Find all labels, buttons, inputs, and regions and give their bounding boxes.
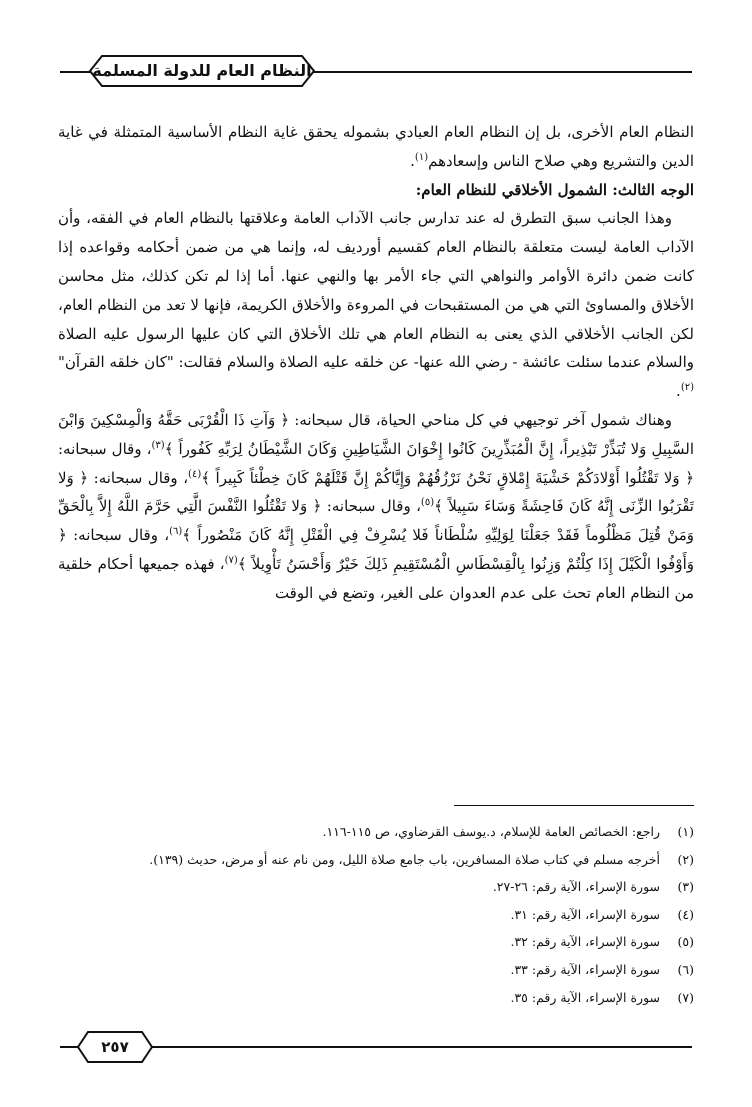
paragraph-2-text: وهذا الجانب سبق التطرق له عند تدارس جانب الآداب العامة وعلاقتها بالنظام العام في الفقه، وأن الآداب العامة ليست متعلقة بالنظام العام كقسيم أورديف له، وإنما هي من ضمن أحكامه وقواعده إذا كانت ضمن دائرة الأوامر والنواهي التي جاء الأمر بها والنهي عنها. أما إذا لم تكن كذلك، مثل محاسن الأخلاق والمساوئ التي هي من المستقبحات في المروءة والأخلاق الكريمة، فإنها لا تعد من النظام العام، لكن الجانب الأخلاقي الذي يعنى به النظام العام هي تلك الأخلاق التي كان عليها الرسول عليه الصلاة والسلام عندما سئلت عائشة - رضي الله عنها- عن خلقه عليه الصلاة والسلام فقالت: "كان خلقه القرآن" <box>58 209 694 372</box>
paragraph-3-intro: وهناك شمول آخر توجيهي في كل مناحي الحياة، قال سبحانه: <box>294 410 672 429</box>
quran-verse-2: ﴿ وَلا تَقْتُلُوا أَوْلادَكُمْ خَشْيَةَ إِمْلاقٍ نَحْنُ نَرْزُقُهُمْ وَإِيَّاكُمْ إِنَّ قَتْلَهُمْ كَانَ خِطْئاً كَبِيراً ﴾ <box>201 468 694 487</box>
footnote-item <box>58 846 694 874</box>
paragraph-1-text: النظام العام الأخرى، بل إن النظام العام العبادي بشموله يحقق غاية النظام الأساسية المتمثلة في غاية الدين والتشريع وهي صلاح الناس وإسعادهم <box>58 123 694 170</box>
paragraph-1-end: . <box>410 151 415 170</box>
footnote-ref-6[interactable]: (٦) <box>169 526 183 538</box>
page-number-frame <box>76 1030 154 1064</box>
paragraph-3 <box>58 406 694 608</box>
footnote-item <box>58 873 694 901</box>
header-title-frame <box>88 54 316 88</box>
footnote-number: (٧) <box>677 989 694 1005</box>
footnote-text: سورة الإسراء، الآية رقم: ٣٥. <box>510 989 660 1005</box>
footnote-item <box>58 928 694 956</box>
page-number-rule <box>60 1046 692 1048</box>
link-text-2: ، وقال سبحانه: <box>93 468 189 487</box>
footnote-ref-5[interactable]: (٥) <box>420 497 435 509</box>
paragraph-2 <box>58 204 694 406</box>
quran-verse-4: ﴿ وَلا تَقْتُلُوا النَّفْسَ الَّتِي حَرَّمَ اللَّهُ إِلاَّ بِالْحَقِّ وَمَنْ قُتِلَ مَظْلُوماً فَقَدْ جَعَلْنَا لِوَلِيِّهِ سُلْطَاناً فَلا يُسْرِفْ فِي الْقَتْلِ إِنَّهُ كَانَ مَنْصُوراً ﴾ <box>58 497 694 545</box>
footnote-text: سورة الإسراء، الآية رقم: ٣١. <box>510 906 660 922</box>
footnote-item <box>58 818 694 846</box>
footnote-ref-7[interactable]: (٧) <box>224 554 238 566</box>
footnote-ref-4[interactable]: (٤) <box>188 468 202 480</box>
link-text-3: ، وقال سبحانه: <box>326 497 421 516</box>
footnote-text: سورة الإسراء، الآية رقم: ٣٢. <box>510 934 660 950</box>
footnote-number: (٥) <box>677 934 694 950</box>
section-subheading: الوجه الثالث: الشمول الأخلاقي للنظام العام: <box>415 180 694 199</box>
footnote-ref-2[interactable]: (٢) <box>680 382 694 394</box>
footnote-ref-3[interactable]: (٣) <box>151 439 165 451</box>
main-text <box>58 118 694 608</box>
footnote-text: راجع: الخصائص العامة للإسلام، د.يوسف القرضاوي، ص ١١٥-١١٦. <box>322 824 660 839</box>
footnote-number: (٣) <box>677 879 694 895</box>
link-text-1: ، وقال سبحانه: <box>58 439 152 458</box>
footnote-number: (١) <box>677 824 694 839</box>
footnote-item <box>58 956 694 984</box>
footnote-text: أخرجه مسلم في كتاب صلاة المسافرين، باب جامع صلاة الليل، ومن نام عنه أو مرض، حديث (١٣٩). <box>149 851 660 867</box>
quran-verse-3: ﴿ وَلا تَقْرَبُوا الزِّنَى إِنَّهُ كَانَ فَاحِشَةً وَسَاءَ سَبِيلاً ﴾ <box>58 468 694 516</box>
page-number: ٢٥٧ <box>101 1038 129 1056</box>
footnote-separator <box>454 805 694 806</box>
header-title: النظام العام للدولة المسلمة <box>92 61 312 80</box>
paragraph-3-end: ، فهذه جميعها أحكام خلقية من النظام العام تحث على عدم العدوان على الغير، وتضع في الوقت <box>58 554 694 602</box>
footnote-item <box>58 984 694 1012</box>
footnote-text: سورة الإسراء، الآية رقم: ٢٦-٢٧. <box>492 879 660 895</box>
footnotes <box>58 818 694 1011</box>
footnote-number: (٤) <box>677 906 694 922</box>
footnote-number: (٦) <box>677 961 694 977</box>
footnote-item <box>58 901 694 929</box>
paragraph-2-end: . <box>676 382 681 401</box>
page-number-bar <box>60 1027 692 1067</box>
quran-verse-5: ﴿ وَأَوْفُوا الْكَيْلَ إِذَا كِلْتُمْ وَزِنُوا بِالْقِسْطَاسِ الْمُسْتَقِيمِ ذَلِكَ خَيْرٌ وَأَحْسَنُ تَأْوِيلاً ﴾ <box>58 526 694 573</box>
footnote-number: (٢) <box>677 851 694 867</box>
quran-verse-1: ﴿ وَآتِ ذَا الْقُرْبَى حَقَّهُ وَالْمِسْكِينَ وَابْنَ السَّبِيلِ وَلا تُبَذِّرْ تَبْذِيراً، إِنَّ الْمُبَذِّرِينَ كَانُوا إِخْوَانَ الشَّيَاطِينِ وَكَانَ الشَّيْطَانُ لِرَبِّهِ كَفُوراً ﴾ <box>58 410 694 458</box>
paragraph-1 <box>58 118 694 176</box>
footnote-ref-1[interactable]: (١) <box>414 151 429 163</box>
running-header <box>60 50 692 94</box>
footnote-text: سورة الإسراء، الآية رقم: ٣٣. <box>510 961 660 977</box>
link-text-4: ، وقال سبحانه: <box>73 526 170 545</box>
